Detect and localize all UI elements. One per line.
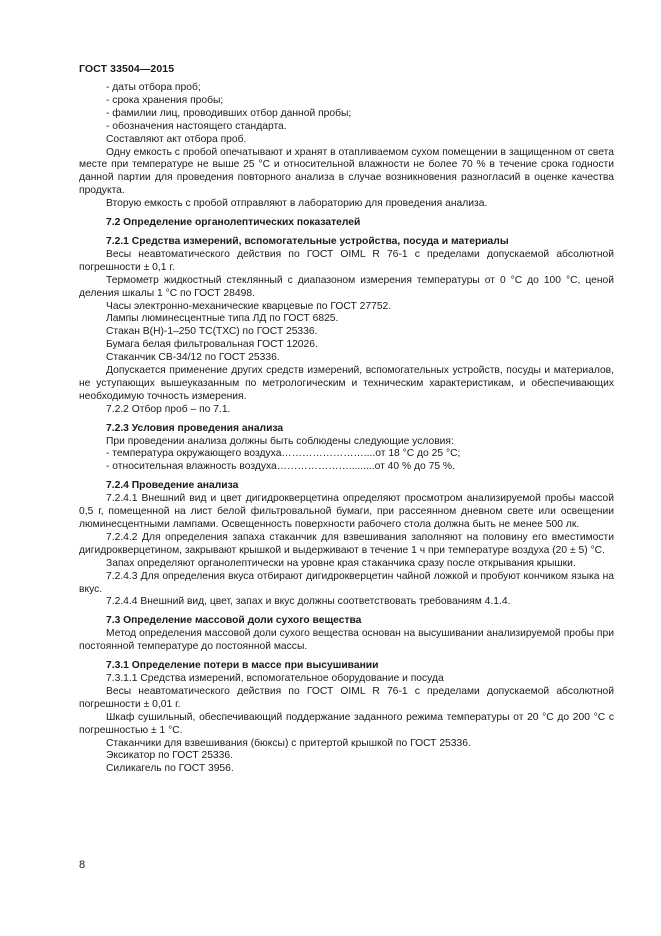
paragraph: - срока хранения пробы; <box>106 94 224 106</box>
paragraph: - температура окружающего воздуха……………………....от 18 °С до 25 °С; <box>106 448 461 460</box>
paragraph: 7.2.4.2 Для определения запаха стаканчик для взвешивания заполняют на половину его вместимости дигидрокверцетином, закрывают крышкой и выдерживают в течение 1 ч при температуре воздуха (20 ± 5) °С. <box>79 531 614 556</box>
section-heading: 7.2.4 Проведение анализа <box>106 480 239 492</box>
paragraph: - обозначения настоящего стандарта. <box>106 120 287 132</box>
paragraph: 7.2.4.1 Внешний вид и цвет дигидрокверцетина определяют просмотром анализируемой пробы массой 0,5 г, помещенной на лист белой фильтровальной бумаги, при рассеянном дневном свете или освещении люминесцентными лампами. Освещенность поверхности рабочего стола должна быть не менее 500 лк. <box>79 493 614 530</box>
paragraph: - относительная влажность воздуха………………….........от 40 % до 75 %. <box>106 461 455 473</box>
paragraph: 7.2.4.3 Для определения вкуса отбирают дигидрокверцетин чайной ложкой и пробуют кончиком языка на вкус. <box>79 570 614 595</box>
page-number: 8 <box>79 859 86 871</box>
paragraph: Часы электронно-механические кварцевые по ГОСТ 27752. <box>106 300 392 312</box>
paragraph: Вторую емкость с пробой отправляют в лабораторию для проведения анализа. <box>106 198 488 210</box>
paragraph: Допускается применение других средств измерений, вспомогательных устройств, посуды и материалов, не уступающих вышеуказанным по метрологическим и техническим характеристикам, и обеспечивающих необходимую точность измерения. <box>79 365 614 402</box>
standard-header: ГОСТ 33504—2015 <box>79 63 175 75</box>
paragraph: Метод определения массовой доли сухого вещества основан на высушивании анализируемой пробы при постоянной температуре до постоянной массы. <box>79 628 614 653</box>
section-heading: 7.2 Определение органолептических показателей <box>106 217 361 229</box>
section-heading: 7.2.3 Условия проведения анализа <box>106 422 284 434</box>
paragraph: Одну емкость с пробой опечатывают и хранят в отапливаемом сухом помещении в защищенном от света месте при температуре не выше 25 °С и относительной влажности не более 70 % в течение срока годности данной партии для проведения повторного анализа в случае возникновения разногласий в оценке качества продукта. <box>79 146 614 197</box>
paragraph: Стакан В(Н)-1–250 ТС(ТХС) по ГОСТ 25336. <box>106 326 318 338</box>
paragraph: 7.3.1.1 Средства измерений, вспомогательное оборудование и посуда <box>106 672 444 684</box>
paragraph: Стаканчик СВ-34/12 по ГОСТ 25336. <box>106 352 280 364</box>
section-heading: 7.3.1 Определение потери в массе при высушивании <box>106 660 379 672</box>
paragraph: Бумага белая фильтровальная ГОСТ 12026. <box>106 339 318 351</box>
paragraph: Силикагель по ГОСТ 3956. <box>106 763 234 775</box>
section-heading: 7.2.1 Средства измерений, вспомогательные устройства, посуда и материалы <box>106 235 509 247</box>
paragraph: 7.2.4.4 Внешний вид, цвет, запах и вкус должны соответствовать требованиям 4.1.4. <box>106 596 511 608</box>
paragraph: - фамилии лиц, проводивших отбор данной пробы; <box>106 107 352 119</box>
paragraph: 7.2.2 Отбор проб – по 7.1. <box>106 403 231 415</box>
paragraph: Составляют акт отбора проб. <box>106 133 247 145</box>
paragraph: Лампы люминесцентные типа ЛД по ГОСТ 6825. <box>106 313 339 325</box>
paragraph: При проведении анализа должны быть соблюдены следующие условия: <box>106 435 454 447</box>
paragraph: Эксикатор по ГОСТ 25336. <box>106 750 233 762</box>
paragraph: Шкаф сушильный, обеспечивающий поддержание заданного режима температуры от 20 °С до 200 °С с погрешностью ± 1 °С. <box>79 711 614 736</box>
paragraph: Весы неавтоматического действия по ГОСТ OIML R 76-1 с пределами допускаемой абсолютной погрешности ± 0,01 г. <box>79 685 614 710</box>
section-heading: 7.3 Определение массовой доли сухого вещества <box>106 615 362 627</box>
paragraph: Запах определяют органолептически на уровне края стаканчика сразу после открывания крышки. <box>106 557 576 569</box>
document-body <box>79 82 614 776</box>
paragraph: - даты отбора проб; <box>106 82 201 93</box>
paragraph: Термометр жидкостный стеклянный с диапазоном измерения температуры от 0 °С до 100 °С, ценой деления шкалы 1 °С по ГОСТ 28498. <box>79 274 614 299</box>
paragraph: Весы неавтоматического действия по ГОСТ OIML R 76-1 с пределами допускаемой абсолютной погрешности ± 0,1 г. <box>79 248 614 273</box>
paragraph: Стаканчики для взвешивания (бюксы) с притертой крышкой по ГОСТ 25336. <box>106 737 471 749</box>
